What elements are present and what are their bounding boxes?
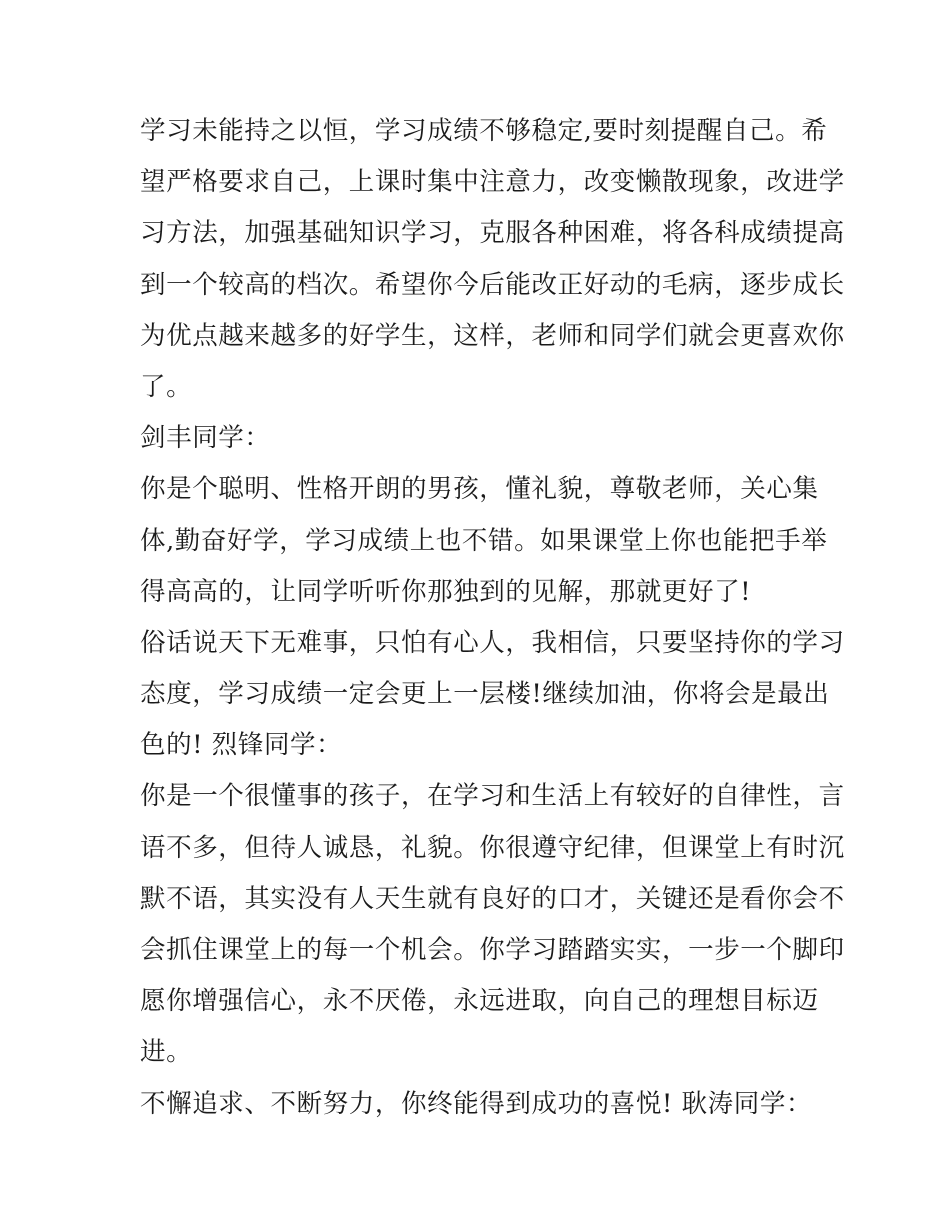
text-line: 得高高的，让同学听听你那独到的见解，那就更好了!	[140, 576, 752, 607]
text-line: 俗话说天下无难事，只怕有心人，我相信，只要坚持你的学习	[140, 627, 845, 658]
text-line: 为优点越来越多的好学生，这样，老师和同学们就会更喜欢你	[140, 320, 845, 351]
student-heading-gengtao: 不懈追求、不断努力，你终能得到成功的喜悦! 耿涛同学：	[140, 1088, 813, 1119]
text-line: 愿你增强信心，永不厌倦，永远进取，向自己的理想目标迈	[140, 986, 819, 1017]
student-heading-liefeng: 色的! 烈锋同学：	[140, 730, 343, 761]
text-line: 习方法，加强基础知识学习，克服各种困难，将各科成绩提高	[140, 218, 845, 249]
text-line: 态度，学习成绩一定会更上一层楼!继续加油，你将会是最出	[140, 679, 830, 710]
text-line: 到一个较高的档次。希望你今后能改正好动的毛病，逐步成长	[140, 269, 845, 300]
student-heading-jianfeng: 剑丰同学：	[140, 423, 271, 454]
text-line: 体,勤奋好学，学习成绩上也不错。如果课堂上你也能把手举	[140, 525, 828, 556]
text-line: 会抓住课堂上的每一个机会。你学习踏踏实实，一步一个脚印	[140, 935, 845, 965]
text-line: 学习未能持之以恒，学习成绩不够稳定,要时刻提醒自己。希	[140, 116, 828, 146]
text-line: 语不多，但待人诚恳，礼貌。你很遵守纪律，但课堂上有时沉	[140, 832, 845, 863]
text-line: 望严格要求自己，上课时集中注意力，改变懒散现象，改进学	[140, 167, 845, 198]
document-body	[140, 106, 845, 1130]
text-line: 你是一个很懂事的孩子，在学习和生活上有较好的自律性，言	[140, 781, 845, 812]
text-line: 进。	[140, 1037, 193, 1068]
text-line: 了。	[140, 371, 193, 402]
text-line: 默不语，其实没有人天生就有良好的口才，关键还是看你会不	[140, 883, 845, 914]
text-line: 你是个聪明、性格开朗的男孩，懂礼貌，尊敬老师，关心集	[140, 474, 819, 505]
